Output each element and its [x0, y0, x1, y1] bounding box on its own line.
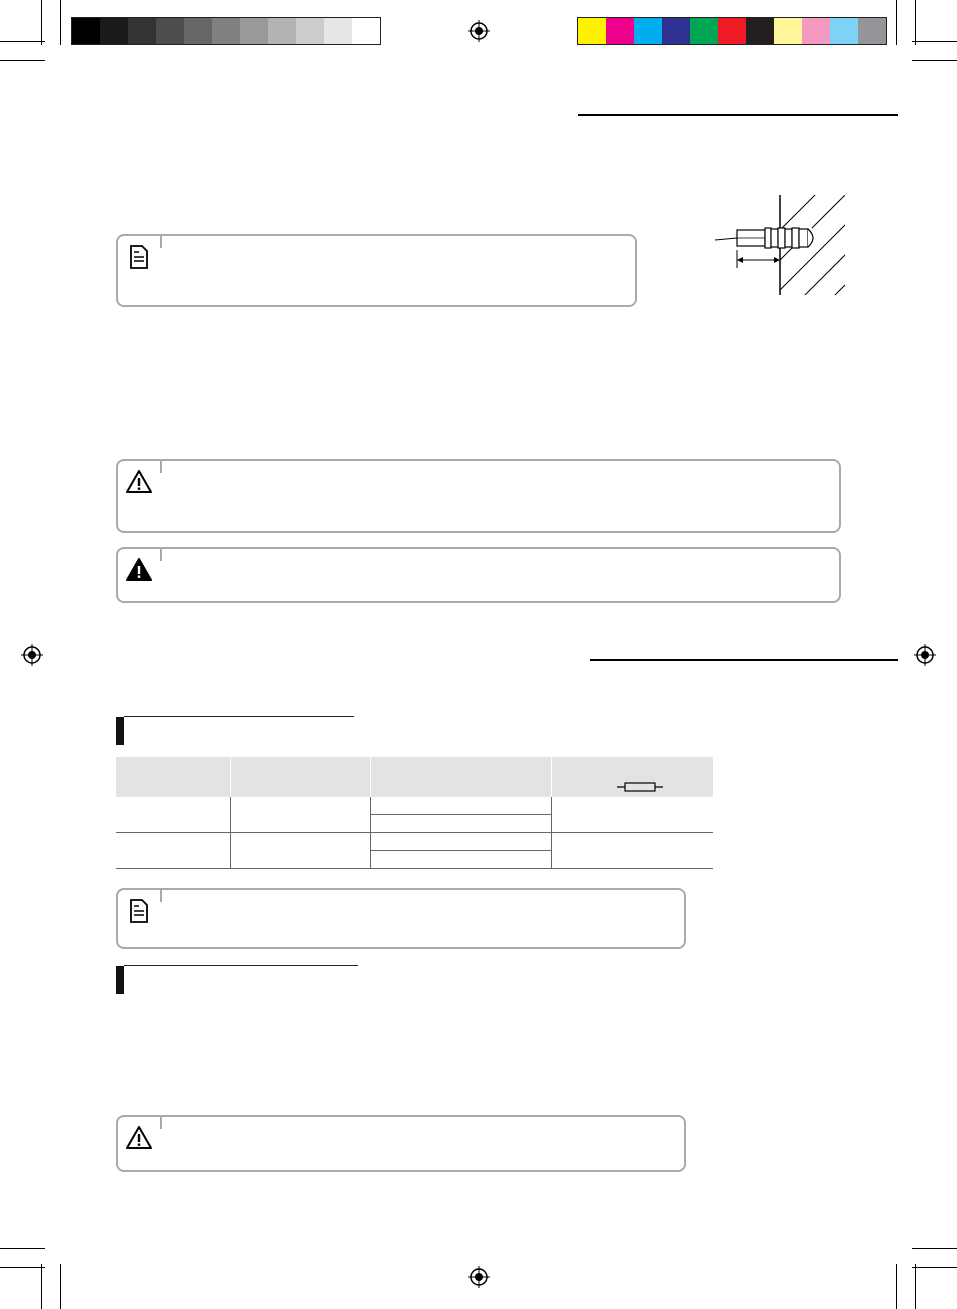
registration-mark-bottom: [468, 1266, 490, 1288]
registration-mark-left: [21, 644, 43, 666]
subsection-line-2: [124, 965, 358, 966]
caution-outline-icon: [126, 1125, 152, 1151]
wall-anchor-diagram: [700, 190, 850, 300]
table-cell-power: [230, 797, 371, 833]
registration-mark-right: [914, 644, 936, 666]
subsection-marker-2: [116, 966, 124, 994]
table-row: [116, 797, 713, 815]
table-cell-cable: [371, 851, 551, 869]
section-heading-rule-2: [590, 659, 898, 661]
table-cell-model: [116, 833, 230, 869]
grayscale-calibration-strip: [71, 17, 381, 45]
color-calibration-strip: [577, 17, 887, 45]
table-cell-cable: [371, 833, 551, 851]
note-box-2: [116, 888, 686, 949]
fuse-symbol-icon: [617, 781, 663, 793]
warning-box: [116, 547, 841, 603]
table-cell-fuse: [551, 833, 713, 869]
note-icon: [126, 244, 152, 270]
table-header-row: [116, 757, 713, 797]
section-heading-rule-1: [578, 114, 898, 116]
table-row: [116, 833, 713, 851]
caution-box-2: [116, 1115, 686, 1172]
table-cell-model: [116, 797, 230, 833]
table-header-cell: [230, 757, 371, 797]
warning-filled-icon: [126, 557, 152, 583]
table-cell-cable: [371, 797, 551, 815]
note-icon: [126, 898, 152, 924]
note-box-1: [116, 234, 637, 307]
table-header-cell: [371, 757, 551, 797]
table-cell-fuse: [551, 797, 713, 833]
wiring-spec-table: [116, 757, 713, 869]
subsection-marker-1: [116, 717, 124, 745]
table-header-cell: [116, 757, 230, 797]
subsection-line-1: [124, 716, 354, 717]
registration-mark-top: [468, 20, 490, 42]
table-header-cell-fuse: [551, 757, 713, 797]
table-cell-cable: [371, 815, 551, 833]
caution-outline-icon: [126, 469, 152, 495]
caution-box: [116, 459, 841, 533]
table-cell-power: [230, 833, 371, 869]
